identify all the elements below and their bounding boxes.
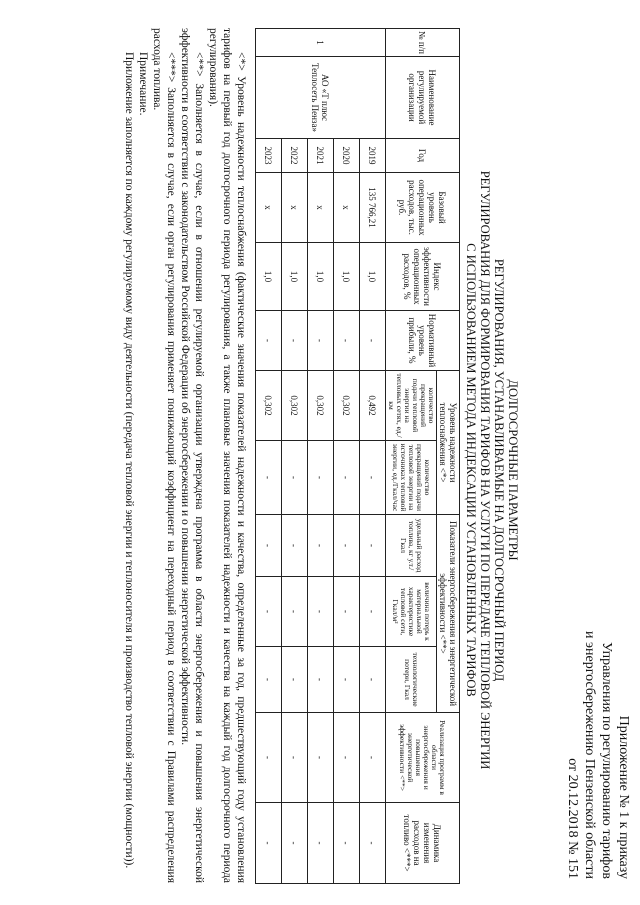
cell-index: 1,0 [256, 243, 282, 311]
title-line-4: С ИСПОЛЬЗОВАНИЕМ МЕТОДА ИНДЕКСАЦИИ УСТАНОВЛЕННЫХ ТАРИФОВ [464, 243, 478, 697]
cell-en3: - [282, 647, 308, 713]
cell-dynamics: - [334, 803, 360, 884]
cell-year: 2023 [256, 139, 282, 173]
cell-profit: - [256, 311, 282, 371]
cell-en1: - [282, 515, 308, 577]
cell-year: 2020 [334, 139, 360, 173]
header-reliability-group: Уровень надежности теплоснабжения <*> [437, 371, 460, 515]
cell-dynamics: - [308, 803, 334, 884]
cell-year: 2022 [282, 139, 308, 173]
table-row [334, 29, 360, 884]
header-fuel-rate: удельный расход топлива, кг у.т./Гкал [386, 515, 437, 577]
cell-base: x [282, 173, 308, 243]
cell-dynamics: - [256, 803, 282, 884]
cell-program: - [308, 713, 334, 803]
parameters-table [255, 28, 460, 884]
header-program: Реализация программ в области энергосбережения и повышения энергетической эффективности <**> [386, 713, 460, 803]
title-line-2: РЕГУЛИРОВАНИЯ, УСТАНАВЛИВАЕМЫЕ НА ДОЛГОСРОЧНЫЙ ПЕРИОД [492, 258, 506, 682]
cell-profit: - [308, 311, 334, 371]
header-energy-group: Показатели энергосбережения и энергетической эффективности <**> [437, 515, 460, 713]
cell-en3: - [256, 647, 282, 713]
footnotes [122, 28, 248, 883]
cell-en1: - [256, 515, 282, 577]
header-efficiency-index: Индекс эффективности операционных расходов, % [386, 243, 460, 311]
cell-profit: - [360, 311, 386, 371]
remark-text: Приложение заполняется по каждому регулируемому виду деятельности (передача тепловой энергии и теплоносителя и производство тепловой энергии (мощности)). [123, 52, 135, 869]
table-row [256, 29, 282, 884]
header-num: № п/п [386, 29, 460, 57]
cell-en2: - [334, 577, 360, 647]
appendix-header [564, 419, 632, 879]
title-line-1: ДОЛГОСРОЧНЫЕ ПАРАМЕТРЫ [506, 379, 520, 561]
cell-year: 2021 [308, 139, 334, 173]
cell-en3: - [308, 647, 334, 713]
table-row [308, 29, 334, 884]
cell-rel2: - [308, 441, 334, 515]
cell-profit: - [334, 311, 360, 371]
header-loss-ratio: величина потерь к материальной характеристике тепловой сети, Гкал/м² [386, 577, 437, 647]
cell-rel1: 0,302 [256, 371, 282, 441]
remark-title: Примечание. [137, 52, 149, 116]
cell-rel2: - [282, 441, 308, 515]
cell-base: x [334, 173, 360, 243]
cell-dynamics: - [360, 803, 386, 884]
appendix-line-2: Управления по регулированию тарифов [599, 641, 614, 879]
cell-en2: - [282, 577, 308, 647]
table-row [282, 29, 308, 884]
appendix-line-4: от 20.12.2018 № 151 [565, 758, 580, 879]
footnote-energy-saving: <**> Заполняется в случае, если в отношении регулируемой организации утверждена программа в области энергосбережения и повышения энергетической эффективности в соответствии с законодательством Российской Федерации об энергосбережении и о повышении энергетической эффективности. [179, 28, 205, 883]
cell-program: - [334, 713, 360, 803]
cell-rel2: - [360, 441, 386, 515]
footnote-fuel: <***> Заполняется в случае, если орган регулирования применяет понижающий коэффициент на переходный период в соответствии с Правилами распределения расхода топлива. [151, 28, 177, 883]
cell-en2: - [360, 577, 386, 647]
header-year: Год [386, 139, 460, 173]
header-tech-losses: технологические потери, Гкал [386, 647, 437, 713]
table-row [360, 29, 386, 884]
cell-base: x [256, 173, 282, 243]
cell-en1: - [308, 515, 334, 577]
cell-en3: - [360, 647, 386, 713]
cell-index: 1,0 [334, 243, 360, 311]
cell-index: 1,0 [308, 243, 334, 311]
cell-dynamics: - [282, 803, 308, 884]
cell-rel1: 0,302 [282, 371, 308, 441]
header-org: Наименование регулируемой организации [386, 57, 460, 139]
row-number: 1 [256, 29, 386, 57]
cell-base: 135 766,21 [360, 173, 386, 243]
header-reliability-networks: количество прекращений подачи тепловой энергии на тепловых сетях, ед./км [386, 371, 437, 441]
cell-program: - [282, 713, 308, 803]
cell-en1: - [360, 515, 386, 577]
header-profit-level: Нормативный уровень прибыли, % [386, 311, 460, 371]
cell-index: 1,0 [360, 243, 386, 311]
cell-profit: - [282, 311, 308, 371]
cell-rel2: - [256, 441, 282, 515]
footnote-reliability: <*> Уровень надежности теплоснабжения (фактические значения показателей надежности и качества, определенные за год, предшествующий году установления тарифов на первый год долгосрочного периода регулирования, а также плановые значения показателей надежности и качества на каждый год долгосрочного периода регулирования). [207, 28, 247, 883]
cell-rel1: 0,492 [360, 371, 386, 441]
cell-index: 1,0 [282, 243, 308, 311]
appendix-line-3: и энергосбережению Пензенской области [582, 631, 597, 879]
cell-en2: - [308, 577, 334, 647]
organization-name: АО «Т плюс Теплосеть Пенза» [256, 57, 386, 139]
cell-en1: - [334, 515, 360, 577]
cell-en2: - [256, 577, 282, 647]
cell-base: x [308, 173, 334, 243]
cell-rel2: - [334, 441, 360, 515]
appendix-line-1: Приложение № 1 к приказу [616, 715, 631, 879]
header-base-level: Базовый уровень операционных расходов, тыс. руб. [386, 173, 460, 243]
cell-en3: - [334, 647, 360, 713]
cell-rel1: 0,302 [308, 371, 334, 441]
document-title [464, 60, 520, 880]
cell-program: - [360, 713, 386, 803]
header-reliability-sources: количество прекращений подачи тепловой энергии на источниках тепловой энергии, ед./Гкал/час [386, 441, 437, 515]
title-line-3: РЕГУЛИРОВАНИЯ ДЛЯ ФОРМИРОВАНИЯ ТАРИФОВ НА УСЛУГИ ПО ПЕРЕДАЧЕ ТЕПЛОВОЙ ЭНЕРГИИ [478, 170, 492, 770]
cell-program: - [256, 713, 282, 803]
cell-rel1: 0,302 [334, 371, 360, 441]
cell-year: 2019 [360, 139, 386, 173]
header-fuel-dynamics: Динамика изменения расходов на топливо <***> [386, 803, 460, 884]
